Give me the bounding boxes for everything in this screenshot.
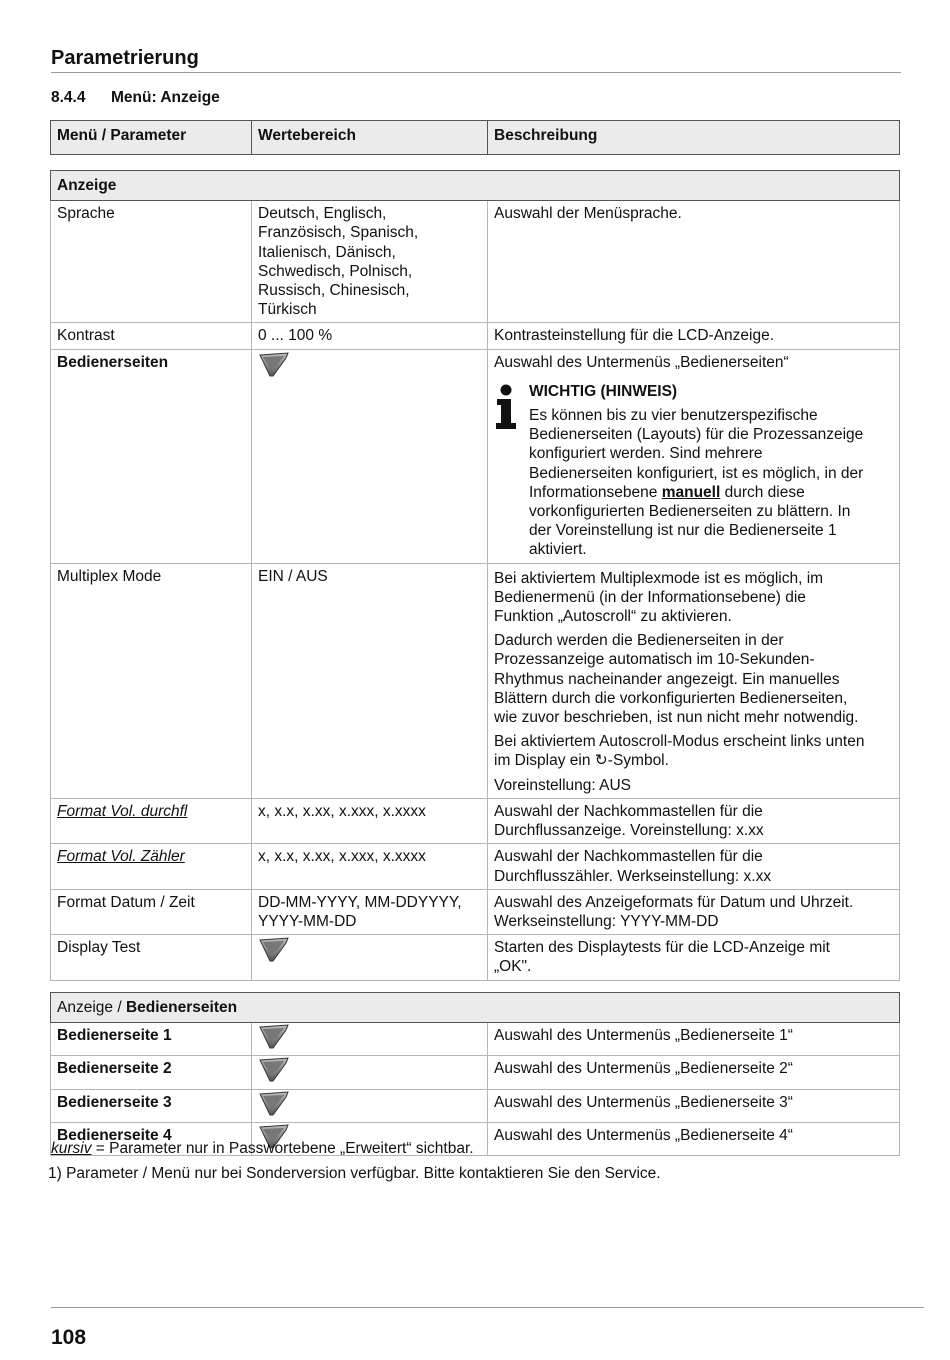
range-sprache: Deutsch, Englisch, Französisch, Spanisch, Italienisch, Dänisch, Schwedisch, Polnisch, Russisch, Chinesisch, Türkisch: [252, 201, 488, 323]
desc-bedienerseite-2: Auswahl des Untermenüs „Bedienerseite 2“: [488, 1056, 900, 1089]
section-name: Menü: Anzeige: [111, 89, 220, 106]
group-title-anzeige: Anzeige: [51, 171, 900, 201]
desc-bedienerseite-4: Auswahl des Untermenüs „Bedienerseite 4“: [488, 1122, 900, 1155]
note-title: WICHTIG (HINWEIS): [529, 382, 678, 400]
param-bedienerseite-4: Bedienerseite 4: [51, 1122, 252, 1155]
enter-softkey-icon: [258, 937, 290, 963]
table-row: [51, 798, 900, 843]
header-rule: [51, 72, 901, 73]
col-header-description: Beschreibung: [488, 121, 900, 155]
info-icon: [493, 384, 519, 430]
col-header-parameter: Menü / Parameter: [51, 121, 252, 155]
table-row: [51, 563, 900, 798]
section-number: 8.4.4: [51, 89, 86, 106]
table-row: [51, 935, 900, 980]
desc-sprache: Auswahl der Menüsprache.: [488, 201, 900, 323]
autoscroll-icon: ↻: [594, 752, 608, 770]
param-sprache: Sprache: [51, 201, 252, 323]
enter-softkey-icon: [258, 1057, 290, 1083]
param-format-datum: Format Datum / Zeit: [51, 889, 252, 934]
table-row: [51, 1023, 900, 1056]
enter-softkey-icon: [258, 1024, 290, 1050]
table-row: [51, 1089, 900, 1122]
table-row: [51, 349, 900, 563]
param-kontrast: Kontrast: [51, 323, 252, 349]
table-row: [51, 201, 900, 323]
desc-format-vol-zaehler: Auswahl der Nachkommastellen für die Durchflusszähler. Werkseinstellung: x.xx: [488, 844, 900, 889]
range-multiplex: EIN / AUS: [252, 563, 488, 798]
table-row: [51, 844, 900, 889]
range-format-vol-durchfl: x, x.x, x.xx, x.xxx, x.xxxx: [252, 798, 488, 843]
enter-softkey-icon: [258, 1091, 290, 1117]
table-row: [51, 889, 900, 934]
param-format-vol-zaehler: Format Vol. Zähler: [57, 848, 185, 866]
range-kontrast: 0 ... 100 %: [252, 323, 488, 349]
desc-display-test: Starten des Displaytests für die LCD-Anzeige mit „OK".: [488, 935, 900, 980]
page-number: 108: [51, 1326, 87, 1349]
col-header-range: Wertebereich: [252, 121, 488, 155]
param-bedienerseite-2: Bedienerseite 2: [51, 1056, 252, 1089]
desc-kontrast: Kontrasteinstellung für die LCD-Anzeige.: [488, 323, 900, 349]
desc-bedienerseite-1: Auswahl des Untermenüs „Bedienerseite 1“: [488, 1023, 900, 1056]
table-anzeige: [50, 170, 900, 981]
param-format-vol-durchfl: Format Vol. durchfl: [57, 802, 188, 820]
param-bedienerseite-1: Bedienerseite 1: [51, 1023, 252, 1056]
desc-bedienerseite-3: Auswahl des Untermenüs „Bedienerseite 3“: [488, 1089, 900, 1122]
group-title-bedienerseiten: Anzeige / Bedienerseiten: [51, 993, 900, 1023]
desc-bedienerseiten: Auswahl des Untermenüs „Bedienerseiten“ WICHTIG (HINWEIS) Es können bis zu vier benutzerspezifische Bedienerseiten (Layouts) für die Prozessanzeige konfiguriert werden. Sind mehrere Bedienerseiten konfiguriert, ist es möglich, in der Informationsebene manuell durch diese vorkonfigurierten Bedienerseiten zu blättern. In der Voreinstellung ist nur die Bedienerseite 1 aktiviert.: [488, 349, 900, 563]
important-note: WICHTIG (HINWEIS) Es können bis zu vier benutzerspezifische Bedienerseiten (Layouts) für die Prozessanzeige konfiguriert werden. Sind mehrere Bedienerseiten konfiguriert, ist es möglich, in der Informationsebene manuell durch diese vorkonfigurierten Bedienerseiten zu blättern. In der Voreinstellung ist nur die Bedienerseite 1 aktiviert.: [494, 382, 893, 560]
param-multiplex: Multiplex Mode: [51, 563, 252, 798]
footnote-1: 1) Parameter / Menü nur bei Sonderversion verfügbar. Bitte kontaktieren Sie den Service.: [48, 1165, 661, 1182]
manuell-emphasis: manuell: [661, 483, 721, 501]
range-format-datum: DD-MM-YYYY, MM-DDYYYY, YYYY-MM-DD: [252, 889, 488, 934]
footer-rule: [51, 1307, 924, 1308]
enter-softkey-icon: [258, 352, 290, 378]
table-row: [51, 323, 900, 349]
param-bedienerseiten: Bedienerseiten: [51, 349, 252, 563]
table-bedienerseiten: [50, 992, 900, 1156]
table-row: [51, 1056, 900, 1089]
desc-format-datum: Auswahl des Anzeigeformats für Datum und Uhrzeit. Werkseinstellung: YYYY-MM-DD: [488, 889, 900, 934]
page-header-title: Parametrierung: [51, 47, 199, 69]
param-bedienerseite-3: Bedienerseite 3: [51, 1089, 252, 1122]
section-title: [51, 89, 220, 107]
footnote-kursiv: kursiv = Parameter nur in Passwortebene „Erweitert“ sichtbar.: [51, 1140, 474, 1157]
desc-multiplex: Bei aktiviertem Multiplexmode ist es möglich, im Bedienermenü (in der Informationsebene) die Funktion „Autoscroll“ zu aktivieren. Dadurch werden die Bedienerseiten in der Prozessanzeige automatisch im 10-Sekunden- Rhythmus nacheinander angezeigt. Ein manuelles Blättern durch die vorkonfigurierten Bedienerseiten, wie zuvor beschrieben, ist nun nicht mehr notwendig. Bei aktiviertem Autoscroll-Modus erscheint links unten im Display ein ↻-Symbol. Voreinstellung: AUS: [488, 563, 900, 798]
range-format-vol-zaehler: x, x.x, x.xx, x.xxx, x.xxxx: [252, 844, 488, 889]
table-header: [50, 120, 900, 155]
param-display-test: Display Test: [51, 935, 252, 980]
desc-format-vol-durchfl: Auswahl der Nachkommastellen für die Durchflussanzeige. Voreinstellung: x.xx: [488, 798, 900, 843]
